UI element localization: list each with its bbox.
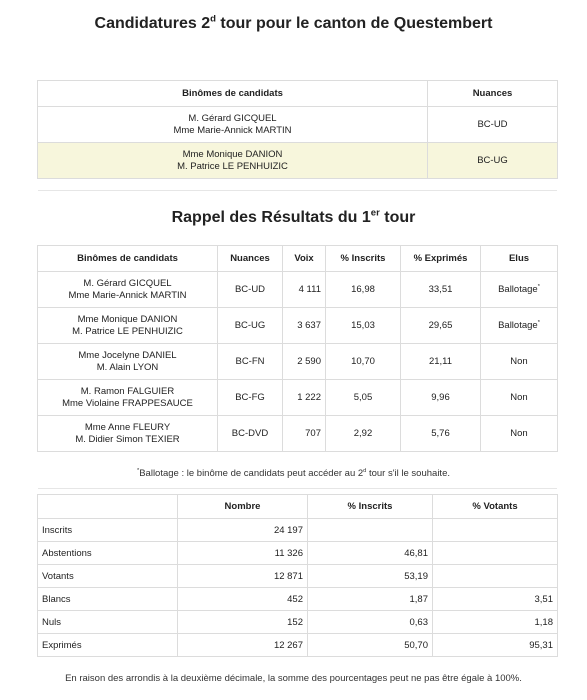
candidate-line1: M. Ramon FALGUIER bbox=[80, 385, 175, 397]
stat-nombre: 24 197 bbox=[178, 519, 308, 542]
voix-cell: 2 590 bbox=[283, 344, 326, 380]
voix-cell: 1 222 bbox=[283, 380, 326, 416]
table-row bbox=[38, 344, 558, 380]
elus-value: Non bbox=[510, 392, 528, 403]
stat-label: Blancs bbox=[38, 588, 178, 611]
exprimes-cell: 29,65 bbox=[401, 308, 481, 344]
second-round-header-row bbox=[38, 81, 558, 107]
table-row bbox=[38, 143, 558, 179]
candidate-cell bbox=[38, 107, 428, 143]
inscrits-cell: 5,05 bbox=[326, 380, 401, 416]
stat-nombre: 12 267 bbox=[178, 634, 308, 657]
candidate-cell bbox=[38, 416, 218, 452]
inscrits-cell: 16,98 bbox=[326, 272, 401, 308]
stats-table bbox=[37, 494, 558, 657]
table-row bbox=[38, 416, 558, 452]
stat-votants bbox=[433, 519, 558, 542]
header-exprimes: % Exprimés bbox=[401, 246, 481, 272]
header-nuances: Nuances bbox=[218, 246, 283, 272]
nuance-cell: BC-UD bbox=[218, 272, 283, 308]
table-row bbox=[38, 611, 558, 634]
elus-cell bbox=[481, 380, 558, 416]
candidate-cell bbox=[38, 344, 218, 380]
elus-cell bbox=[481, 416, 558, 452]
stat-nombre: 11 326 bbox=[178, 542, 308, 565]
stat-votants: 3,51 bbox=[433, 588, 558, 611]
header-elus: Elus bbox=[481, 246, 558, 272]
exprimes-cell: 5,76 bbox=[401, 416, 481, 452]
elus-cell bbox=[481, 308, 558, 344]
stat-votants bbox=[433, 542, 558, 565]
nuance-cell: BC-UG bbox=[428, 143, 558, 179]
page-title-text-end: tour pour le canton de Questembert bbox=[215, 15, 493, 32]
candidate-line2: Mme Violaine FRAPPESAUCE bbox=[62, 397, 193, 409]
exprimes-cell: 21,11 bbox=[401, 344, 481, 380]
nuance-cell: BC-FN bbox=[218, 344, 283, 380]
footnote-star: * bbox=[537, 283, 540, 290]
header-label bbox=[38, 495, 178, 519]
page-title-text: Candidatures 2 bbox=[94, 15, 211, 32]
nuance-cell: BC-FG bbox=[218, 380, 283, 416]
header-votants: % Votants bbox=[433, 495, 558, 519]
stat-inscrits: 1,87 bbox=[308, 588, 433, 611]
stat-inscrits bbox=[308, 519, 433, 542]
inscrits-cell: 15,03 bbox=[326, 308, 401, 344]
candidate-line1: Mme Jocelyne DANIEL bbox=[78, 349, 177, 361]
stat-label: Exprimés bbox=[38, 634, 178, 657]
recap-title-sup: er bbox=[370, 207, 380, 219]
recap-title-text: Rappel des Résultats du 1 bbox=[171, 209, 371, 226]
ballotage-note-sup: d bbox=[363, 467, 367, 474]
first-round-header-row bbox=[38, 246, 558, 272]
stat-votants: 95,31 bbox=[433, 634, 558, 657]
nuance-cell: BC-UG bbox=[218, 308, 283, 344]
stat-inscrits: 53,19 bbox=[308, 565, 433, 588]
candidate-line1: Mme Anne FLEURY bbox=[84, 421, 171, 433]
candidate-cell bbox=[38, 380, 218, 416]
stat-nombre: 12 871 bbox=[178, 565, 308, 588]
exprimes-cell: 33,51 bbox=[401, 272, 481, 308]
stat-inscrits: 50,70 bbox=[308, 634, 433, 657]
voix-cell: 707 bbox=[283, 416, 326, 452]
voix-cell: 3 637 bbox=[283, 308, 326, 344]
candidate-line2: M. Didier Simon TEXIER bbox=[75, 433, 180, 445]
recap-title bbox=[0, 209, 587, 227]
ballotage-note-text-end: tour s'il le souhaite. bbox=[366, 468, 450, 479]
header-binome: Binômes de candidats bbox=[38, 81, 428, 107]
footnote-star: * bbox=[537, 319, 540, 326]
candidate-line2: Mme Marie-Annick MARTIN bbox=[68, 289, 187, 301]
elus-value: Non bbox=[510, 428, 528, 439]
stat-nombre: 152 bbox=[178, 611, 308, 634]
recap-title-text-end: tour bbox=[379, 209, 416, 226]
elus-value: Ballotage bbox=[498, 320, 538, 331]
section-divider bbox=[38, 488, 557, 489]
table-row bbox=[38, 565, 558, 588]
candidate-line1: M. Gérard GICQUEL bbox=[83, 277, 172, 289]
candidate-line2: M. Patrice LE PENHUIZIC bbox=[177, 160, 288, 172]
elus-cell bbox=[481, 344, 558, 380]
table-row bbox=[38, 519, 558, 542]
table-row bbox=[38, 542, 558, 565]
page-title bbox=[0, 15, 587, 33]
candidate-line2: Mme Marie-Annick MARTIN bbox=[173, 124, 292, 136]
ballotage-note bbox=[0, 468, 587, 479]
candidate-cell bbox=[38, 143, 428, 179]
ballotage-note-text: Ballotage : le binôme de candidats peut accéder au 2 bbox=[139, 468, 364, 479]
stat-inscrits: 46,81 bbox=[308, 542, 433, 565]
elus-value: Ballotage bbox=[498, 284, 538, 295]
exprimes-cell: 9,96 bbox=[401, 380, 481, 416]
stat-label: Abstentions bbox=[38, 542, 178, 565]
stat-votants: 1,18 bbox=[433, 611, 558, 634]
elus-cell bbox=[481, 272, 558, 308]
candidate-line1: Mme Monique DANION bbox=[182, 148, 283, 160]
candidate-line1: M. Gérard GICQUEL bbox=[188, 112, 277, 124]
stat-label: Nuls bbox=[38, 611, 178, 634]
candidate-line2: M. Alain LYON bbox=[96, 361, 159, 373]
header-inscrits: % Inscrits bbox=[308, 495, 433, 519]
page-title-sup: d bbox=[210, 13, 216, 25]
first-round-table bbox=[37, 245, 558, 452]
candidate-cell bbox=[38, 272, 218, 308]
candidate-cell bbox=[38, 308, 218, 344]
section-divider bbox=[38, 190, 557, 191]
header-nombre: Nombre bbox=[178, 495, 308, 519]
voix-cell: 4 111 bbox=[283, 272, 326, 308]
table-row bbox=[38, 588, 558, 611]
stat-label: Votants bbox=[38, 565, 178, 588]
stat-votants bbox=[433, 565, 558, 588]
stats-header-row bbox=[38, 495, 558, 519]
stat-nombre: 452 bbox=[178, 588, 308, 611]
header-inscrits: % Inscrits bbox=[326, 246, 401, 272]
stat-inscrits: 0,63 bbox=[308, 611, 433, 634]
header-voix: Voix bbox=[283, 246, 326, 272]
table-row bbox=[38, 308, 558, 344]
footnote-star: * bbox=[137, 467, 140, 474]
header-binome: Binômes de candidats bbox=[38, 246, 218, 272]
second-round-table bbox=[37, 80, 558, 179]
table-row bbox=[38, 107, 558, 143]
footer-note: En raison des arrondis à la deuxième décimale, la somme des pourcentages peut ne pas être égale à 100%. bbox=[65, 673, 522, 684]
table-row bbox=[38, 380, 558, 416]
table-row bbox=[38, 634, 558, 657]
nuance-cell: BC-UD bbox=[428, 107, 558, 143]
header-nuances: Nuances bbox=[428, 81, 558, 107]
candidate-line1: Mme Monique DANION bbox=[77, 313, 178, 325]
elus-value: Non bbox=[510, 356, 528, 367]
table-row bbox=[38, 272, 558, 308]
inscrits-cell: 10,70 bbox=[326, 344, 401, 380]
nuance-cell: BC-DVD bbox=[218, 416, 283, 452]
inscrits-cell: 2,92 bbox=[326, 416, 401, 452]
candidate-line2: M. Patrice LE PENHUIZIC bbox=[72, 325, 183, 337]
stat-label: Inscrits bbox=[38, 519, 178, 542]
